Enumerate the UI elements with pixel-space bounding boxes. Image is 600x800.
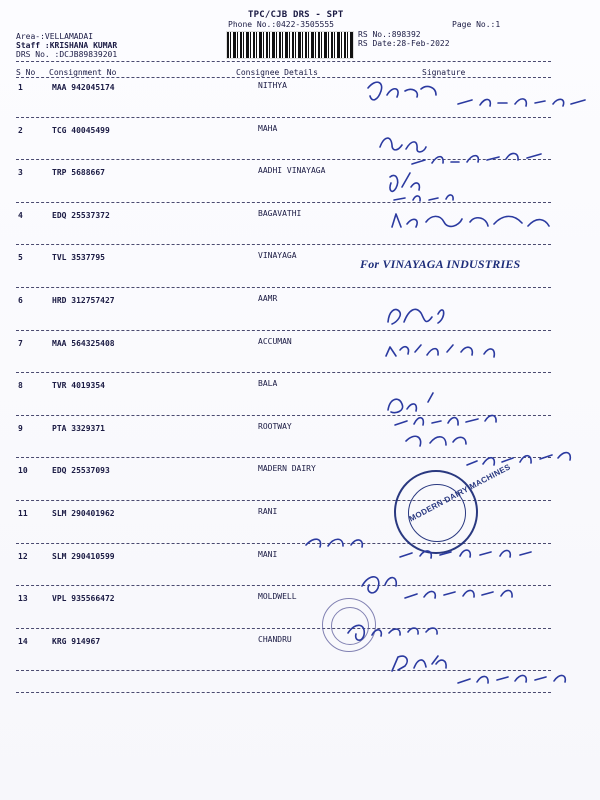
row-consignee: RANI bbox=[258, 506, 278, 516]
row-consignee: VINAYAGA bbox=[258, 251, 297, 261]
row-sno: 9 bbox=[18, 423, 23, 433]
row-sno: 2 bbox=[18, 125, 23, 135]
row-sno: 1 bbox=[18, 83, 23, 92]
table-row bbox=[0, 466, 600, 509]
column-header-signature: Signature bbox=[422, 68, 466, 77]
row-consignee: MANI bbox=[258, 549, 278, 559]
row-consignee: BALA bbox=[258, 379, 278, 389]
table-row bbox=[0, 168, 600, 211]
row-divider bbox=[16, 372, 551, 373]
row-consignment-number: TCG 40045499 bbox=[52, 125, 110, 135]
row-consignee: AADHI VINAYAGA bbox=[258, 166, 326, 176]
row-sno: 11 bbox=[18, 508, 28, 518]
row-sno: 7 bbox=[18, 338, 23, 348]
row-divider bbox=[16, 117, 551, 118]
table-row bbox=[0, 549, 600, 595]
table-row bbox=[0, 594, 600, 637]
staff-field: Staff :KRISHANA KUMAR bbox=[16, 41, 118, 50]
row-consignment-number: MAA 942045174 bbox=[52, 83, 115, 92]
row-divider bbox=[16, 287, 551, 288]
row-sno: 6 bbox=[18, 295, 23, 305]
drs-number-field: DRS No. :DCJB89839201 bbox=[16, 50, 118, 59]
row-divider bbox=[16, 159, 551, 160]
row-consignee: CHANDRU bbox=[258, 634, 292, 644]
row-consignee: ROOTWAY bbox=[258, 421, 292, 431]
company-signature-text: For VINAYAGA INDUSTRIES bbox=[360, 257, 521, 271]
row-sno: 8 bbox=[18, 381, 23, 391]
row-consignee: NITHYA bbox=[258, 81, 287, 90]
row-divider bbox=[16, 415, 551, 416]
table-row bbox=[0, 293, 600, 339]
row-divider bbox=[16, 543, 551, 544]
row-sno: 5 bbox=[18, 253, 23, 263]
row-consignment-number: SLM 290410599 bbox=[52, 551, 115, 561]
row-consignment-number: HRD 312757427 bbox=[52, 295, 115, 305]
row-consignee: MADERN DAIRY bbox=[258, 464, 316, 474]
row-divider bbox=[16, 628, 551, 629]
row-divider bbox=[16, 585, 551, 586]
table-row bbox=[0, 336, 600, 382]
rs-number: RS No.:898392 bbox=[358, 30, 421, 39]
row-consignee: BAGAVATHI bbox=[258, 208, 302, 218]
stamp-text: MODERN DAIRY MACHINES bbox=[407, 462, 513, 524]
row-divider bbox=[16, 244, 551, 245]
document-title: TPC/CJB DRS - SPT bbox=[248, 10, 344, 20]
row-divider bbox=[16, 330, 551, 331]
header-divider-bottom bbox=[16, 77, 551, 78]
row-divider bbox=[16, 670, 551, 671]
header-divider-top bbox=[16, 61, 551, 62]
row-consignment-number: TVL 3537795 bbox=[52, 253, 105, 263]
table-row bbox=[0, 208, 600, 254]
row-sno: 14 bbox=[18, 636, 28, 646]
row-consignment-number: SLM 290401962 bbox=[52, 508, 115, 518]
row-sno: 13 bbox=[18, 594, 28, 604]
rs-date: RS Date:28-Feb-2022 bbox=[358, 39, 450, 48]
row-consignee: MOLDWELL bbox=[258, 592, 297, 602]
table-row bbox=[0, 83, 600, 126]
secondary-stamp bbox=[322, 598, 376, 652]
row-consignment-number: MAA 564325408 bbox=[52, 338, 115, 348]
row-consignment-number: KRG 914967 bbox=[52, 636, 101, 646]
row-sno: 3 bbox=[18, 168, 23, 178]
row-sno: 4 bbox=[18, 210, 23, 220]
table-row bbox=[0, 123, 600, 169]
delivery-table bbox=[0, 83, 600, 679]
row-consignment-number: VPL 935566472 bbox=[52, 594, 115, 604]
row-consignee: AAMR bbox=[258, 293, 278, 303]
company-stamp bbox=[394, 462, 513, 554]
page-number: Page No.:1 bbox=[452, 20, 501, 29]
row-consignment-number: PTA 3329371 bbox=[52, 423, 105, 433]
column-header-sno: S No bbox=[16, 68, 36, 77]
phone-number: Phone No.:0422-3505555 bbox=[228, 20, 334, 29]
row-consignee: ACCUMAN bbox=[258, 336, 292, 346]
row-sno: 12 bbox=[18, 551, 28, 561]
table-row bbox=[0, 634, 600, 680]
row-consignment-number: EDQ 25537372 bbox=[52, 210, 110, 220]
row-sno: 10 bbox=[18, 466, 28, 476]
table-row bbox=[0, 381, 600, 424]
table-bottom-divider bbox=[16, 692, 551, 693]
area-field: Area-:VELLAMADAI bbox=[16, 32, 94, 41]
column-header-consignee-details: Consignee Details bbox=[236, 68, 318, 77]
column-header-consignment: Consignment No bbox=[49, 68, 117, 77]
row-consignee: MAHA bbox=[258, 123, 278, 133]
table-row bbox=[0, 421, 600, 467]
row-divider bbox=[16, 457, 551, 458]
table-row bbox=[0, 506, 600, 552]
barcode bbox=[226, 31, 354, 59]
row-divider bbox=[16, 202, 551, 203]
row-consignment-number: TRP 5688667 bbox=[52, 168, 105, 178]
row-consignment-number: EDQ 25537093 bbox=[52, 466, 110, 476]
row-consignment-number: TVR 4019354 bbox=[52, 381, 105, 391]
